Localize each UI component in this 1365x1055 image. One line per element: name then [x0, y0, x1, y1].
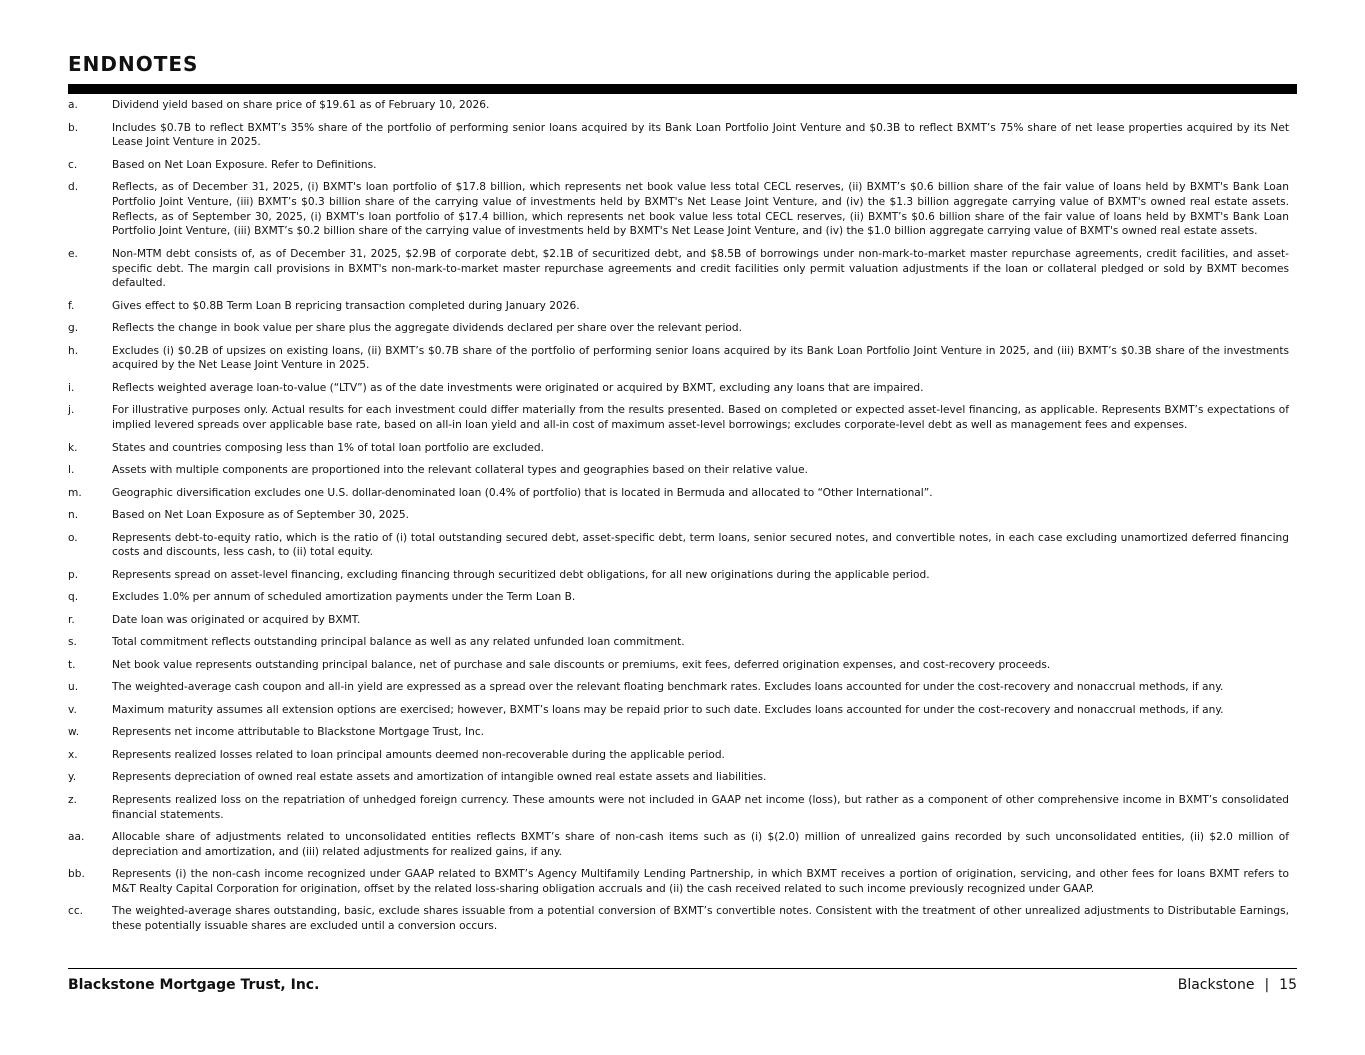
endnote-letter: u. [68, 681, 79, 694]
endnote-text: Excludes 1.0% per annum of scheduled amortization payments under the Term Loan B. [112, 591, 576, 604]
page-number: 15 [1279, 977, 1297, 993]
endnote-letter: o. [68, 531, 78, 544]
endnote-item [68, 680, 1289, 695]
endnote-letter: z. [68, 793, 77, 806]
endnote-text: Represents realized loss on the repatriation of unhedged foreign currency. These amounts were not included in GAAP net income (loss), but rather as a component of other comprehensive income in BXMT’s consolidated financial statements. [112, 793, 1289, 821]
endnote-letter: k. [68, 441, 78, 454]
endnote-letter: h. [68, 344, 79, 357]
endnote-text: For illustrative purposes only. Actual results for each investment could differ materially from the results presented. Based on completed or expected asset-level financing, as applicable. Represents BXMT’s expectations of implied levered spreads over applicable base rate, based on all-in loan yield and all-in cost of maximum asset-level borrowings; excludes corporate-level debt as well as management fees and expenses. [112, 404, 1289, 432]
endnote-text: Represents debt-to-equity ratio, which is the ratio of (i) total outstanding secured debt, asset-specific debt, term loans, senior secured notes, and convertible notes, in each case excluding unamortized deferred financing costs and discounts, less cash, to (ii) total equity. [112, 531, 1289, 559]
footer-brand: Blackstone [1177, 977, 1255, 993]
endnote-item [68, 247, 1289, 291]
endnotes-list [68, 98, 1289, 942]
endnote-text: Geographic diversification excludes one U.S. dollar-denominated loan (0.4% of portfolio) that is located in Bermuda and allocated to “Other International”. [112, 486, 933, 499]
endnote-item [68, 531, 1289, 560]
endnote-item [68, 635, 1289, 650]
endnote-item [68, 725, 1289, 740]
footer-right [1178, 977, 1297, 993]
endnote-text: The weighted-average shares outstanding, basic, exclude shares issuable from a potential conversion of BXMT’s convertible notes. Consistent with the treatment of other unrealized adjustments to Distributable Earnings, these potentially issuable shares are excluded until a conversion occurs. [112, 905, 1289, 933]
endnote-item [68, 590, 1289, 605]
endnote-item [68, 508, 1289, 523]
endnote-letter: a. [68, 99, 78, 111]
endnote-letter: l. [68, 464, 75, 477]
endnote-text: Dividend yield based on share price of $19.61 as of February 10, 2026. [112, 99, 490, 111]
footer-separator: | [1264, 977, 1270, 993]
endnote-item [68, 486, 1289, 501]
endnote-letter: x. [68, 748, 78, 761]
endnote-item [68, 703, 1289, 718]
endnote-item [68, 748, 1289, 763]
endnote-letter: c. [68, 158, 78, 171]
endnote-item [68, 463, 1289, 478]
endnote-text: Based on Net Loan Exposure. Refer to Definitions. [112, 158, 377, 171]
endnote-text: Date loan was originated or acquired by BXMT. [112, 613, 361, 626]
endnote-item [68, 321, 1289, 336]
endnote-text: Assets with multiple components are proportioned into the relevant collateral types and geographies based on their relative value. [112, 464, 808, 477]
page-title: ENDNOTES [68, 52, 199, 76]
endnote-letter: cc. [68, 905, 84, 918]
endnote-item [68, 344, 1289, 373]
endnote-letter: e. [68, 247, 78, 260]
endnote-text: Reflects the change in book value per share plus the aggregate dividends declared per share over the relevant period. [112, 322, 742, 335]
endnote-item [68, 867, 1289, 896]
endnote-text: Excludes (i) $0.2B of upsizes on existing loans, (ii) BXMT’s $0.7B share of the portfolio of performing senior loans acquired by its Bank Loan Portfolio Joint Venture in 2025, and (iii) BXMT’s $0.3B share of the investments acquired by the Net Lease Joint Venture in 2025. [112, 344, 1289, 372]
endnote-item [68, 381, 1289, 396]
endnote-item [68, 158, 1289, 173]
endnote-letter: bb. [68, 868, 85, 881]
endnote-text: Gives effect to $0.8B Term Loan B repricing transaction completed during January 2026. [112, 299, 580, 312]
endnote-text: States and countries composing less than 1% of total loan portfolio are excluded. [112, 441, 544, 454]
endnote-letter: j. [68, 404, 75, 417]
endnote-letter: aa. [68, 831, 85, 844]
endnote-item [68, 568, 1289, 583]
endnote-item [68, 441, 1289, 456]
endnote-letter: v. [68, 703, 77, 716]
endnote-text: Represents realized losses related to loan principal amounts deemed non-recoverable during the applicable period. [112, 748, 725, 761]
endnote-letter: f. [68, 299, 75, 312]
endnote-letter: d. [68, 181, 79, 194]
endnote-letter: s. [68, 636, 77, 649]
endnote-text: Reflects, as of December 31, 2025, (i) BXMT's loan portfolio of $17.8 billion, which represents net book value less total CECL reserves, (ii) BXMT’s $0.6 billion share of the fair value of loans held by BXMT's Bank Loan Portfolio Joint Venture, (iii) BXMT’s $0.3 billion share of the carrying value of investments held by BXMT's Net Lease Joint Venture, and (iv) the $1.3 billion aggregate carrying value of BXMT's owned real estate assets. Reflects, as of September 30, 2025, (i) BXMT's loan portfolio of $17.4 billion, which represents net book value less total CECL reserves, (ii) BXMT’s $0.6 billion share of the fair value of loans held by BXMT's Bank Loan Portfolio Joint Venture, (iii) BXMT’s $0.2 billion share of the carrying value of investments held by BXMT's Net Lease Joint Venture, and (iv) the $1.0 billion aggregate carrying value of BXMT's owned real estate assets. [112, 181, 1289, 238]
endnote-letter: i. [68, 381, 75, 394]
endnote-letter: g. [68, 322, 79, 335]
endnote-item [68, 613, 1289, 628]
endnote-text: Based on Net Loan Exposure as of September 30, 2025. [112, 509, 410, 522]
endnote-text: Includes $0.7B to reflect BXMT’s 35% share of the portfolio of performing senior loans acquired by its Bank Loan Portfolio Joint Venture and $0.3B to reflect BXMT’s 75% share of net lease properties acquired by its Net Lease Joint Venture in 2025. [112, 121, 1289, 149]
endnote-item [68, 904, 1289, 933]
footer-divider [68, 968, 1297, 969]
endnote-item [68, 658, 1289, 673]
endnote-letter: w. [68, 726, 80, 739]
endnote-letter: q. [68, 591, 79, 604]
endnote-text: Represents depreciation of owned real estate assets and amortization of intangible owned real estate assets and liabilities. [112, 771, 767, 784]
endnote-item [68, 98, 1289, 113]
endnote-letter: b. [68, 121, 79, 134]
endnote-letter: r. [68, 613, 75, 626]
endnote-letter: m. [68, 486, 82, 499]
endnote-item [68, 793, 1289, 822]
endnote-text: Represents net income attributable to Blackstone Mortgage Trust, Inc. [112, 726, 485, 739]
endnote-text: Allocable share of adjustments related to unconsolidated entities reflects BXMT’s share of non-cash items such as (i) $(2.0) million of unrealized gains recorded by such unconsolidated entities, (ii) $2.0 million of depreciation and amortization, and (iii) related adjustments for realized gains, if any. [112, 831, 1289, 858]
endnote-text: Net book value represents outstanding principal balance, net of purchase and sale discounts or premiums, exit fees, deferred origination expenses, and cost-recovery proceeds. [112, 658, 1051, 671]
endnote-item [68, 770, 1289, 785]
endnote-letter: p. [68, 568, 79, 581]
endnote-text: Non-MTM debt consists of, as of December 31, 2025, $2.9B of corporate debt, $2.1B of securitized debt, and $8.5B of borrowings under non-mark-to-market master repurchase agreements, credit facilities, and asset-specific debt. The margin call provisions in BXMT's non-mark-to-market master repurchase agreements and credit facilities only permit valuation adjustments if the loan or collateral pledged or sold by BXMT becomes defaulted. [112, 247, 1289, 290]
endnote-text: Maximum maturity assumes all extension options are exercised; however, BXMT’s loans may be repaid prior to such date. Excludes loans accounted for under the cost-recovery and nonaccrual methods, if any. [112, 703, 1224, 716]
endnote-letter: t. [68, 658, 76, 671]
endnote-item [68, 121, 1289, 150]
endnote-text: Represents spread on asset-level financing, excluding financing through securitized debt obligations, for all new originations during the applicable period. [112, 568, 930, 581]
endnote-letter: n. [68, 509, 79, 522]
endnote-text: Total commitment reflects outstanding principal balance as well as any related unfunded loan commitment. [112, 636, 685, 649]
footer-company-name: Blackstone Mortgage Trust, Inc. [68, 977, 320, 993]
endnote-text: Represents (i) the non-cash income recognized under GAAP related to BXMT’s Agency Multifamily Lending Partnership, in which BXMT receives a portion of origination, servicing, and other fees for loans BXMT refers to M&T Realty Capital Corporation for origination, offset by the related loss-sharing obligation accruals and (ii) the cash received related to such income previously recognized under GAAP. [112, 868, 1289, 895]
endnote-text: The weighted-average cash coupon and all-in yield are expressed as a spread over the relevant floating benchmark rates. Excludes loans accounted for under the cost-recovery and nonaccrual methods, if any. [112, 681, 1224, 694]
endnote-letter: y. [68, 771, 77, 784]
endnote-text: Reflects weighted average loan-to-value (“LTV”) as of the date investments were originated or acquired by BXMT, excluding any loans that are impaired. [112, 381, 924, 394]
title-divider-bar [68, 84, 1297, 94]
endnote-item [68, 403, 1289, 432]
endnote-item [68, 299, 1289, 314]
endnote-item [68, 830, 1289, 859]
endnote-item [68, 180, 1289, 239]
